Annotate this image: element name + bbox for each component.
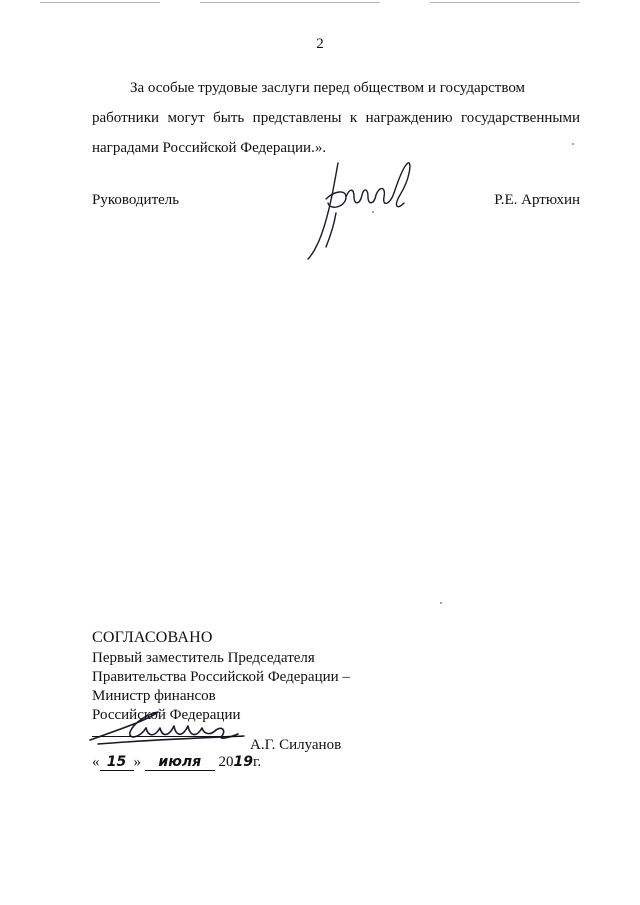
scan-artifact — [430, 2, 580, 3]
approval-line: Министр финансов — [92, 688, 216, 704]
approval-line: Российской Федерации — [92, 707, 241, 723]
date-month: июля — [145, 754, 215, 771]
page-number: 2 — [316, 36, 324, 52]
approval-header: СОГЛАСОВАНО — [92, 629, 213, 646]
signatory-name: Р.Е. Артюхин — [494, 192, 580, 208]
paragraph-line: За особые трудовые заслуги перед обществом и государством — [130, 80, 526, 96]
handwritten-signature — [300, 155, 430, 265]
date-year-prefix: 20 — [218, 754, 234, 770]
date-close-quote: » — [133, 754, 141, 770]
scan-artifact — [200, 2, 380, 3]
date-year-suffix: 19 — [233, 754, 253, 770]
date-open-quote: « — [92, 754, 100, 770]
date-year-end: г. — [252, 754, 262, 770]
date-day: 15 — [100, 754, 134, 771]
scan-artifact — [40, 2, 160, 3]
handwritten-signature — [88, 700, 248, 750]
scan-speck — [572, 143, 574, 145]
approval-line: Первый заместитель Председателя — [92, 650, 315, 666]
approver-name: А.Г. Силуанов — [250, 737, 342, 753]
approval-date — [92, 754, 261, 771]
scan-speck — [440, 602, 442, 604]
scan-speck — [372, 211, 374, 213]
approval-line: Правительства Российской Федерации – — [92, 669, 350, 685]
signature-line — [92, 736, 242, 737]
signatory-role: Руководитель — [92, 192, 180, 208]
paragraph-line: работники могут быть представлены к награждению государственными — [92, 110, 580, 126]
closing-paragraph — [92, 73, 580, 163]
paragraph-line: наградами Российской Федерации.». — [92, 140, 327, 156]
